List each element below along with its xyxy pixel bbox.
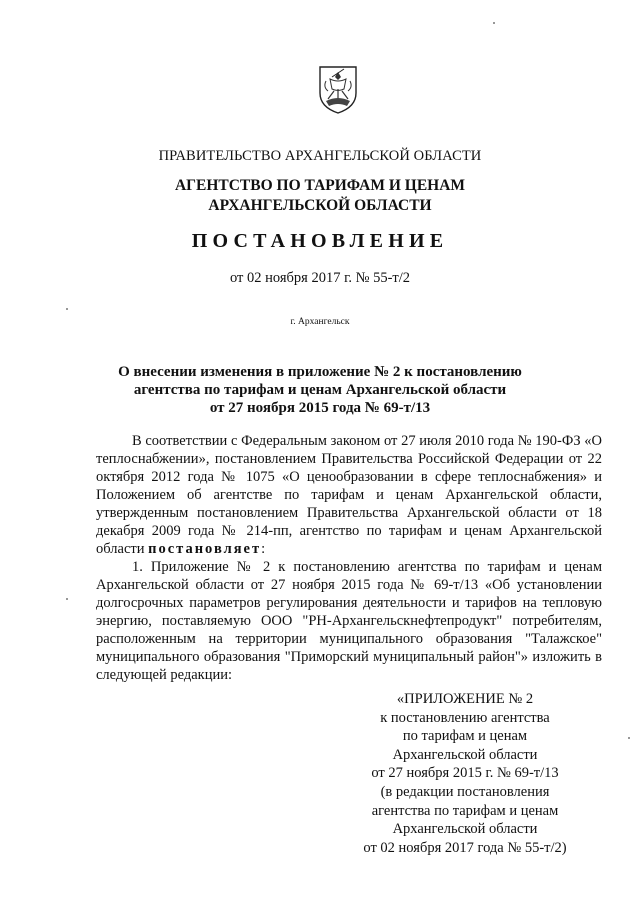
paragraph-item-1: 1. Приложение № 2 к постановлению агентства по тарифам и ценам Архангельской области от 27 ноября 2015 года № 69-т/13 «Об установлении долгосрочных параметров регулирования деятельности и тарифов на тепловую энергию, поставляемую ООО "РН-Архангельскнефтепродукт" потребителям, расположенным на территории муниципального образования "Талажское" муниципального образования "Приморский муниципальный район"» изложить в следующей редакции: bbox=[96, 559, 602, 683]
decree-keyword: постановляет bbox=[148, 541, 262, 557]
subject-line: от 27 ноября 2015 года № 69-т/13 bbox=[209, 400, 431, 416]
subject-line: агентства по тарифам и ценам Архангельской области bbox=[133, 382, 507, 398]
agency-name-line: АРХАНГЕЛЬСКОЙ ОБЛАСТИ bbox=[208, 197, 432, 214]
appendix-line: агентства по тарифам и ценам bbox=[371, 802, 559, 819]
appendix-line: Архангельской области bbox=[392, 821, 538, 838]
document-city: г. Архангельск bbox=[290, 317, 350, 327]
appendix-line: от 27 ноября 2015 г. № 69-т/13 bbox=[371, 765, 559, 782]
document-type: ПОСТАНОВЛЕНИЕ bbox=[191, 230, 449, 252]
document-subject bbox=[0, 363, 640, 417]
coat-of-arms-icon bbox=[316, 63, 360, 115]
agency-name bbox=[0, 176, 640, 216]
appendix-line: по тарифам и ценам bbox=[402, 728, 528, 745]
appendix-line: от 02 ноября 2017 года № 55-т/2) bbox=[363, 839, 567, 856]
scan-speck bbox=[628, 737, 630, 739]
preamble-text: В соответствии с Федеральным законом от 27 июля 2010 года № 190-ФЗ «О теплоснабжении», постановлением Правительства Российской Федерации от 22 октября 2012 года № 1075 «О ценообразовании в сфере теплоснабжения» и Положением об агентстве по тарифам и ценам Архангельской области, утвержденным постановлением Правительства Архангельской области от 18 декабря 2009 года № 214-пп, агентство по тарифам и ценам Архангельской области bbox=[96, 433, 602, 557]
appendix-line: к постановлению агентства bbox=[380, 709, 550, 726]
government-name: ПРАВИТЕЛЬСТВО АРХАНГЕЛЬСКОЙ ОБЛАСТИ bbox=[158, 148, 482, 164]
appendix-line: (в редакции постановления bbox=[380, 783, 550, 800]
scan-speck bbox=[493, 22, 495, 24]
body-text bbox=[96, 432, 602, 684]
document-date-number: от 02 ноября 2017 г. № 55-т/2 bbox=[229, 270, 411, 286]
subject-line: О внесении изменения в приложение № 2 к постановлению bbox=[118, 364, 522, 380]
scan-speck bbox=[66, 308, 68, 310]
preamble-end: : bbox=[261, 541, 266, 557]
appendix-line: «ПРИЛОЖЕНИЕ № 2 bbox=[396, 691, 534, 707]
appendix-header bbox=[340, 690, 590, 857]
appendix-line: Архангельской области bbox=[392, 746, 538, 763]
paragraph-preamble bbox=[96, 432, 602, 558]
scan-speck bbox=[66, 598, 68, 600]
agency-name-line: АГЕНТСТВО ПО ТАРИФАМ И ЦЕНАМ bbox=[174, 177, 466, 194]
